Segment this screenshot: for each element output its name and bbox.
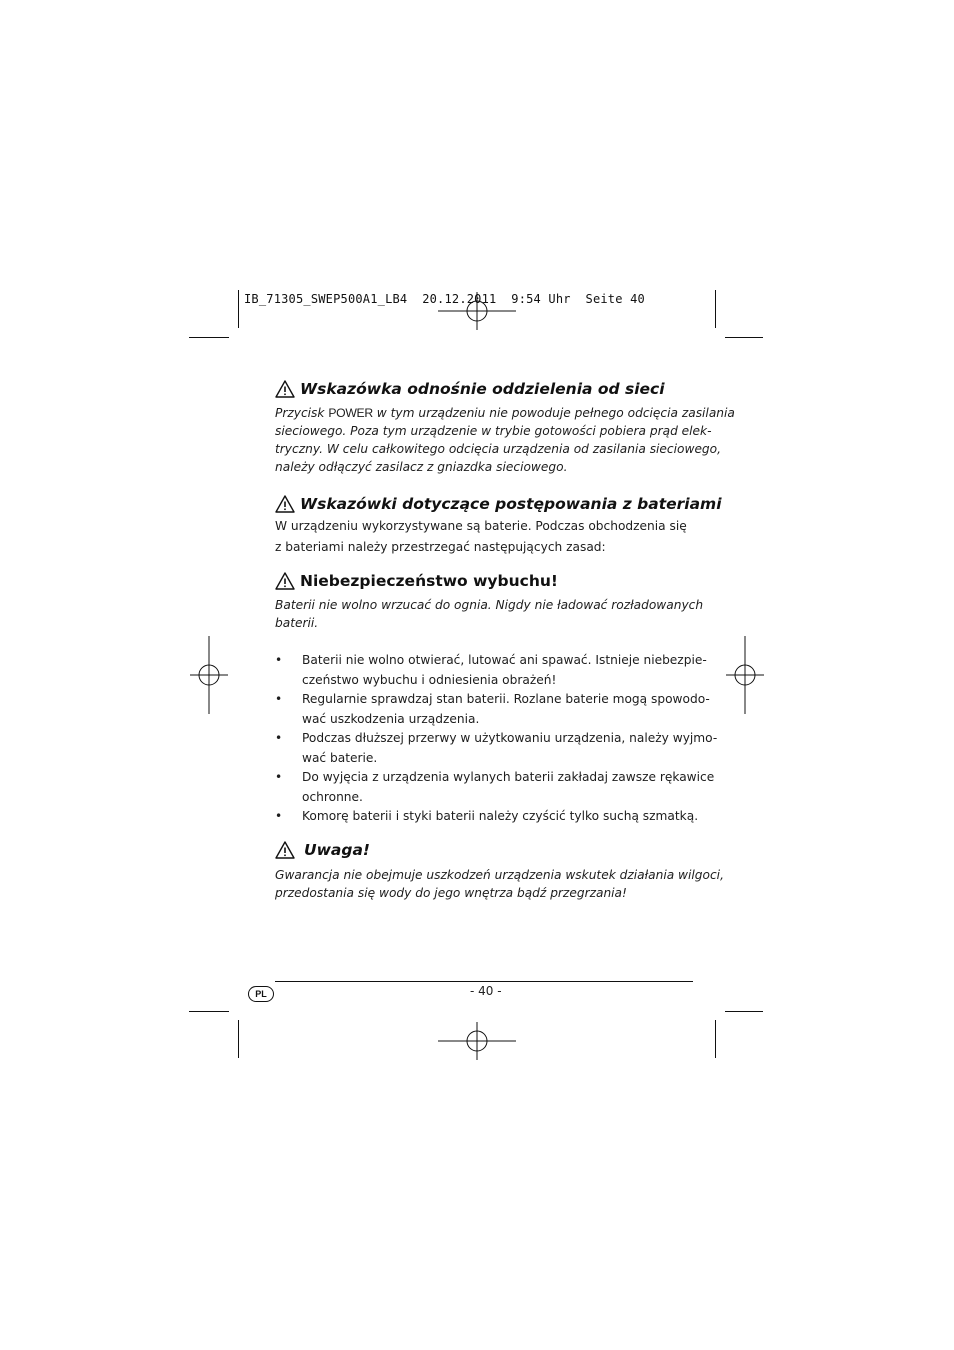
body-text: sieciowego. Poza tym urządzenie w trybie gotowości pobiera prąd elek- — [275, 424, 712, 438]
section-body-battery-handling — [275, 516, 695, 558]
list-item — [275, 690, 710, 729]
bullet-point: • — [275, 731, 283, 745]
list-item-text: Komorę baterii i styki baterii należy czyścić tylko suchą szmatką. — [302, 809, 699, 823]
section-title: Wskazówki dotyczące postępowania z bateriami — [300, 495, 722, 513]
language-badge: PL — [248, 986, 274, 1002]
body-text: przedostania się wody do jego wnętrza bądź przegrzania! — [275, 886, 627, 900]
body-text: Gwarancja nie obejmuje uszkodzeń urządzenia wskutek działania wilgoci, — [275, 868, 724, 882]
page-number: - 40 - — [470, 984, 502, 998]
section-title: Niebezpieczeństwo wybuchu! — [300, 572, 558, 590]
section-title: Uwaga! — [304, 841, 370, 859]
list-item-text: Podczas dłuższej przerwy w użytkowaniu urządzenia, należy wyjmo- — [302, 731, 718, 745]
footer-divider — [275, 981, 693, 982]
list-item — [275, 768, 715, 807]
body-text: W urządzeniu wykorzystywane są baterie. Podczas obchodzenia się — [275, 519, 687, 533]
section-heading-explosion-hazard — [275, 572, 558, 590]
section-title: Wskazówka odnośnie oddzielenia od sieci — [300, 380, 665, 398]
body-text: z bateriami należy przestrzegać następujących zasad: — [275, 540, 606, 554]
list-item-text: Regularnie sprawdzaj stan baterii. Rozlane baterie mogą spowodo- — [302, 692, 710, 706]
bullet-point: • — [275, 809, 283, 823]
bullet-point: • — [275, 653, 283, 667]
power-button-label: POWER — [328, 406, 373, 420]
list-item — [275, 651, 707, 690]
section-body-explosion-hazard — [275, 596, 704, 632]
list-item-text: wać baterie. — [302, 750, 378, 765]
body-text: baterii. — [275, 616, 319, 630]
warning-triangle-icon — [275, 380, 295, 398]
body-text: należy odłączyć zasilacz z gniazdka sieciowego. — [275, 460, 568, 474]
section-heading-battery-handling — [275, 495, 722, 513]
section-body-mains-disconnection — [275, 404, 735, 476]
section-heading-mains-disconnection — [275, 380, 665, 398]
registration-crosshair-bottom-icon — [438, 1002, 516, 1080]
bullet-point: • — [275, 692, 283, 706]
body-text: Baterii nie wolno wrzucać do ognia. Nigdy nie ładować rozładowanych — [275, 598, 704, 612]
list-item-text: Do wyjęcia z urządzenia wylanych baterii zakładaj zawsze rękawice — [302, 770, 715, 784]
body-text: Przycisk — [275, 406, 325, 420]
warning-triangle-icon — [275, 841, 295, 859]
body-text: tryczny. W celu całkowitego odcięcia urządzenia od zasilania sieciowego, — [275, 442, 722, 456]
section-body-caution — [275, 866, 724, 902]
body-text: w tym urządzeniu nie powoduje pełnego odcięcia zasilania — [372, 406, 735, 420]
section-heading-caution — [275, 841, 370, 859]
print-slug-header: IB_71305_SWEP500A1_LB4 20.12.2011 9:54 Uhr Seite 40 — [244, 292, 645, 306]
battery-safety-list — [275, 651, 718, 827]
registration-crosshair-top-icon — [438, 272, 516, 350]
list-item-text: wać uszkodzenia urządzenia. — [302, 711, 480, 726]
list-item-text: czeństwo wybuchu i odniesienia obrażeń! — [302, 672, 557, 687]
warning-triangle-icon — [275, 572, 295, 590]
list-item-text: ochronne. — [302, 789, 363, 804]
registration-crosshair-right-icon — [706, 636, 784, 714]
list-item — [275, 807, 699, 827]
list-item-text: Baterii nie wolno otwierać, lutować ani spawać. Istnieje niebezpie- — [302, 653, 707, 667]
bullet-point: • — [275, 770, 283, 784]
warning-triangle-icon — [275, 495, 295, 513]
list-item — [275, 729, 718, 768]
registration-crosshair-left-icon — [170, 636, 248, 714]
